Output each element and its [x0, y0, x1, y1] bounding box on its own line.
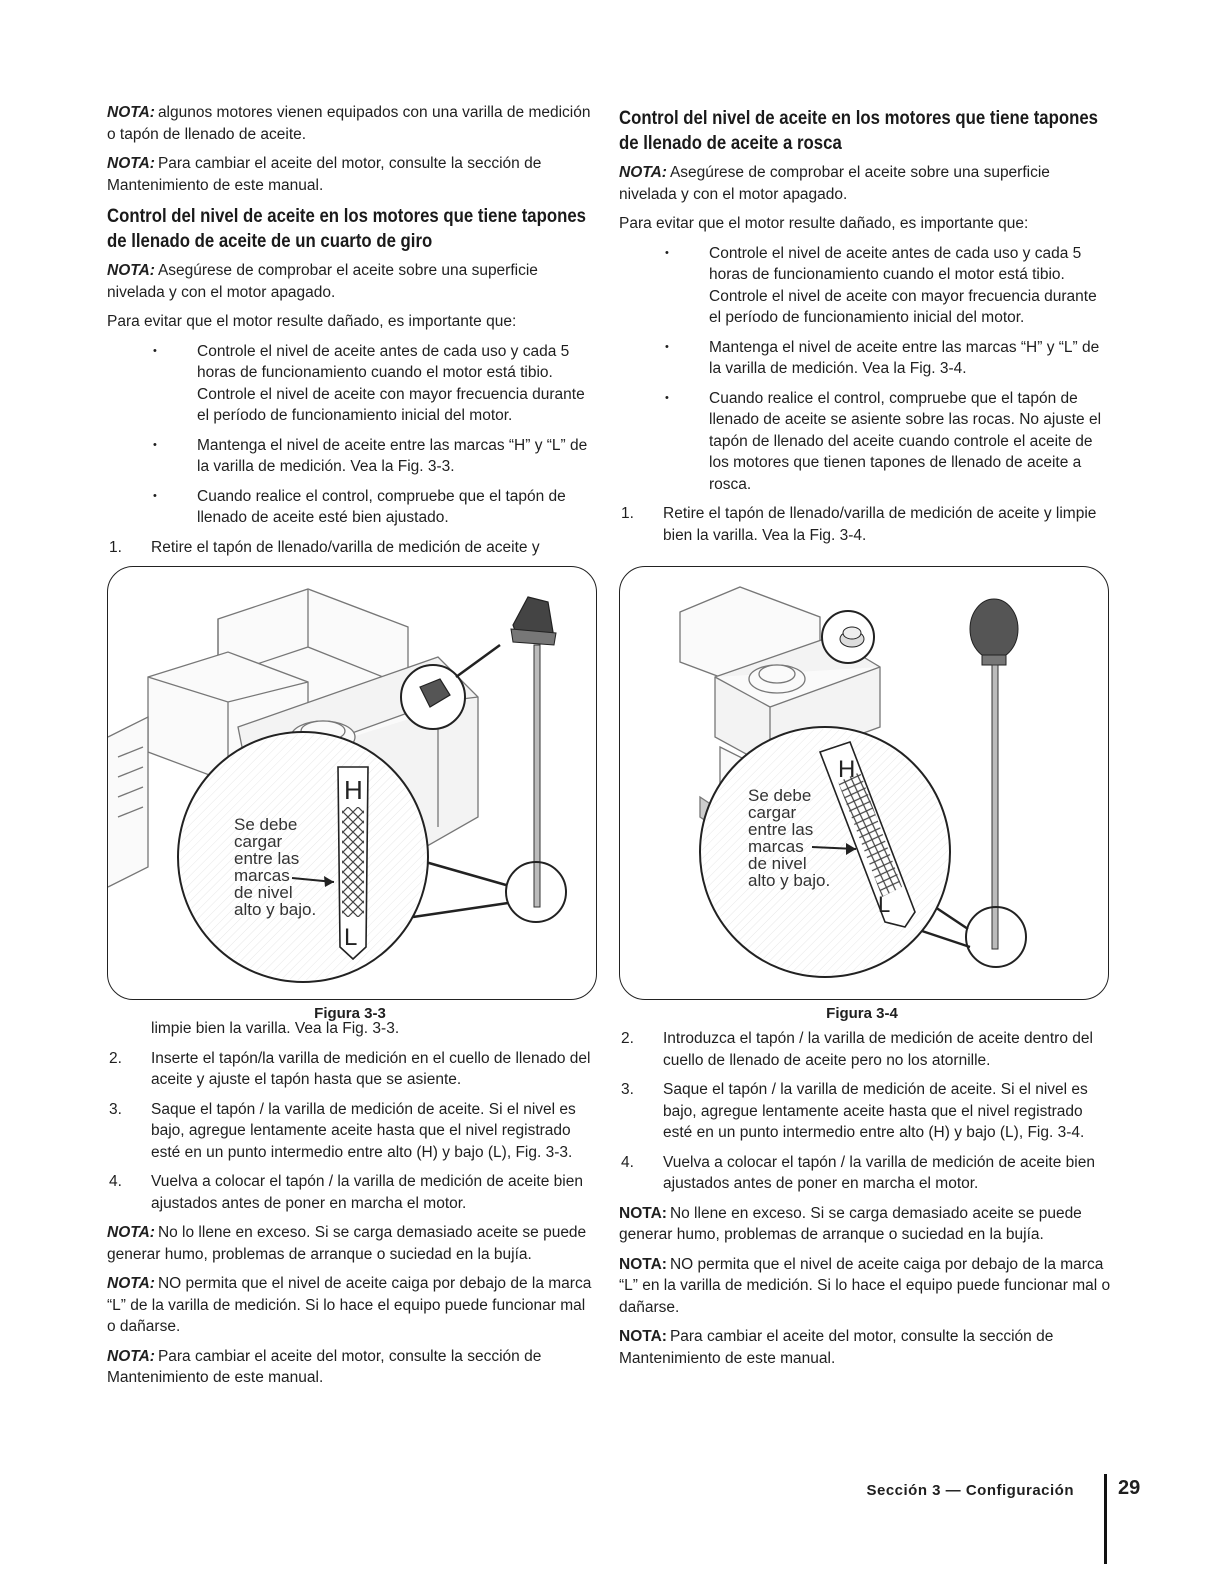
left-top-column [107, 102, 597, 566]
nota-paragraph: NOTA: Para cambiar el aceite del motor, consulte la sección de Mantenimiento de este manual. [107, 1347, 542, 1386]
svg-text:alto y bajo.: alto y bajo. [748, 871, 831, 890]
svg-text:alto y bajo.: alto y bajo. [234, 900, 317, 919]
section-heading: Control del nivel de aceite en los motores que tiene tapones de llenado de aceite a rosca [619, 107, 1098, 154]
page-number: 29 [1118, 1477, 1141, 1499]
mark-high: H [838, 756, 856, 783]
engine-threaded-illustration [620, 567, 1108, 999]
nota-paragraph: NOTA: NO permita que el nivel de aceite caiga por debajo de la marca “L” en la varilla de medición. Si lo hace el equipo puede funcionar mal o dañarse. [619, 1255, 1111, 1316]
svg-text:marcas: marcas [234, 866, 290, 885]
figure-caption: Figura 3-3 [314, 1005, 386, 1022]
step-item: 3. Saque el tapón / la varilla de medición de aceite. Si el nivel es bajo, agregue lentamente aceite hasta que el nivel registrado esté en un punto intermedio entre alto (H) y bajo (L), Fig. 3-3. [109, 1100, 576, 1161]
nota-paragraph: NOTA: Asegúrese de comprobar el aceite sobre una superficie nivelada y con el motor apagado. [107, 262, 538, 301]
step-item: 1. Retire el tapón de llenado/varilla de medición de aceite y [109, 538, 540, 556]
list-item: • Cuando realice el control, compruebe que el tapón de llenado de aceite se asiente sobre las rocas. No ajuste el tapón de llenado del aceite cuando controle el aceite de los motores que tienen tapones de llenado de aceite a rosca. [619, 388, 1111, 496]
right-top-column [619, 102, 1111, 554]
engine-quarter-turn-illustration [108, 567, 596, 999]
list-item: • Controle el nivel de aceite antes de cada uso y cada 5 horas de funcionamiento cuando el motor está tibio. Controle el nivel de aceite con mayor frecuencia durante el período de funcionamiento inicial del motor. [619, 243, 1111, 329]
left-bottom-column [107, 1018, 597, 1397]
step-item: 2. Introduzca el tapón / la varilla de medición de aceite dentro del cuello de llenado de aceite pero no los atornille. [621, 1030, 1093, 1069]
right-bottom-column [619, 1018, 1111, 1377]
svg-text:cargar: cargar [748, 803, 797, 822]
mark-high: H [344, 775, 363, 805]
mark-low: L [344, 924, 358, 951]
step-item: 4. Vuelva a colocar el tapón / la varilla de medición de aceite bien ajustados antes de poner en marcha el motor. [621, 1153, 1095, 1192]
step-item: 2. Inserte el tapón/la varilla de medición en el cuello de llenado del aceite y ajuste el tapón hasta que se asiente. [109, 1049, 591, 1088]
figure-3-3 [107, 566, 597, 1000]
intro-text: Para evitar que el motor resulte dañado, es importante que: [619, 215, 1029, 232]
dipstick [970, 599, 1018, 949]
step-list [107, 537, 597, 559]
nota-paragraph: NOTA: Para cambiar el aceite del motor, consulte la sección de Mantenimiento de este manual. [619, 1328, 1054, 1367]
nota-paragraph: NOTA: Para cambiar el aceite del motor, consulte la sección de Mantenimiento de este manual. [107, 155, 542, 194]
svg-text:entre las: entre las [234, 849, 300, 868]
svg-text:de nivel: de nivel [748, 854, 807, 873]
step-list [619, 503, 1111, 546]
step-item: 3. Saque el tapón / la varilla de medición de aceite. Si el nivel es bajo, agregue lentamente aceite hasta que el nivel registrado esté en un punto intermedio entre alto (H) y bajo (L), Fig. 3-4. [621, 1081, 1088, 1141]
dipstick [511, 597, 556, 907]
bullet-list [619, 243, 1111, 496]
nota-paragraph: NOTA: No llene en exceso. Si se carga demasiado aceite se puede generar humo, problemas de arranque o suciedad en la bujía. [619, 1204, 1082, 1243]
svg-text:Se debe: Se debe [234, 815, 298, 834]
figure-caption: Figura 3-4 [826, 1005, 898, 1022]
svg-text:cargar: cargar [234, 832, 283, 851]
list-item: • Controle el nivel de aceite antes de cada uso y cada 5 horas de funcionamiento cuando el motor está tibio. Controle el nivel de aceite con mayor frecuencia durante el período de funcionamiento inicial del motor. [107, 341, 597, 427]
svg-text:entre las: entre las [748, 820, 814, 839]
intro-text: Para evitar que el motor resulte dañado, es importante que: [107, 313, 517, 330]
bullet-list [107, 341, 597, 529]
nota-paragraph: NOTA: No lo llene en exceso. Si se carga demasiado aceite se puede generar humo, problemas de arranque o suciedad en la bujía. [107, 1224, 587, 1263]
continued-step-text: limpie bien la varilla. Vea la Fig. 3-3. [151, 1020, 400, 1037]
list-item: • Mantenga el nivel de aceite entre las marcas “H” y “L” de la varilla de medición. Vea la Fig. 3-3. [107, 435, 597, 478]
svg-text:marcas: marcas [748, 837, 804, 856]
list-item: • Cuando realice el control, compruebe que el tapón de llenado de aceite esté bien ajustado. [107, 486, 597, 529]
footer-divider [1104, 1474, 1107, 1564]
svg-text:de nivel: de nivel [234, 883, 293, 902]
section-footer: Sección 3 — Configuración [866, 1482, 1074, 1499]
step-item: 4. Vuelva a colocar el tapón / la varilla de medición de aceite bien ajustados antes de poner en marcha el motor. [109, 1173, 583, 1212]
step-item: 1. Retire el tapón de llenado/varilla de medición de aceite y limpie bien la varilla. Vea la Fig. 3-4. [621, 505, 1097, 544]
step-list [107, 1048, 597, 1215]
nota-paragraph: NOTA: NO permita que el nivel de aceite caiga por debajo de la marca “L” de la varilla de medición. Si lo hace el equipo puede funcionar mal o dañarse. [107, 1275, 592, 1335]
section-heading: Control del nivel de aceite en los motores que tiene tapones de llenado de aceite de un cuarto de giro [107, 205, 586, 252]
nota-paragraph: NOTA: algunos motores vienen equipados con una varilla de medición o tapón de llenado de aceite. [107, 104, 591, 143]
mark-low: L [878, 892, 891, 917]
list-item: • Mantenga el nivel de aceite entre las marcas “H” y “L” de la varilla de medición. Vea la Fig. 3-4. [619, 337, 1111, 380]
nota-paragraph: NOTA: Asegúrese de comprobar el aceite sobre una superficie nivelada y con el motor apagado. [619, 164, 1050, 203]
svg-text:Se debe: Se debe [748, 786, 812, 805]
step-list [619, 1028, 1111, 1195]
figure-3-4 [619, 566, 1109, 1000]
